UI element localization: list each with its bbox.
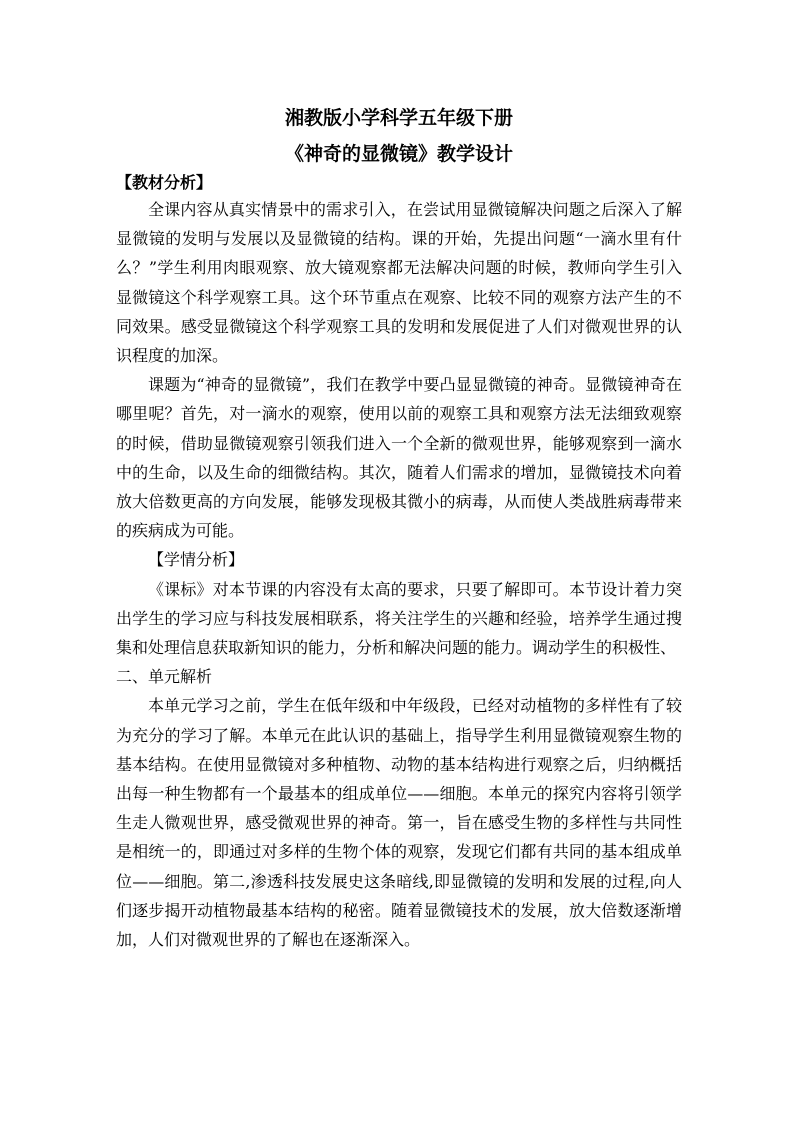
document-title-line2: 《神奇的显微镜》教学设计 (284, 143, 513, 165)
section-heading-unit: 二、单元解析 (116, 667, 213, 687)
section-heading-students: 【学情分析】 (148, 550, 245, 570)
document-title-line1: 湘教版小学科学五年级下册 (284, 107, 513, 129)
paragraph-material-1: 全课内容从真实情景中的需求引入，在尝试用显微镜解决问题之后深入了解显微镜的发明与发展以及显微镜的结构。课的开始，先提出问题“一滴水里有什么？”学生利用肉眼观察、放大镜观察都无法解决问题的时候，教师向学生引入显微镜这个科学观察工具。这个环节重点在观察、比较不同的观察方法产生的不同效果。感受显微镜这个科学观察工具的发明和发展促进了人们对微观世界的认识程度的加深。 (116, 200, 682, 366)
section-heading-material: 【教材分析】 (116, 173, 213, 192)
paragraph-unit: 本单元学习之前，学生在低年级和中年级段，已经对动植物的多样性有了较为充分的学习了解。本单元在此认识的基础上，指导学生利用显微镜观察生物的基本结构。在使用显微镜对多种植物、动物的基本结构进行观察之后，归纳概括出每一种生物都有一个最基本的组成单位——细胞。本单元的探究内容将引领学生走人微观世界，感受微观世界的神奇。第一，旨在感受生物的多样性与共同性是相统一的，即通过对多样的生物个体的观察，发现它们都有共同的基本组成单位——细胞。第二,渗透科技发展史这条暗线,即显微镜的发明和发展的过程,向人们逐步揭开动植物最基本结构的秘密。随着显微镜技术的发展，放大倍数逐渐增加，人们对微观世界的了解也在逐渐深入。 (116, 696, 682, 950)
paragraph-material-2: 课题为“神奇的显微镜”，我们在教学中要凸显显微镜的神奇。显微镜神奇在哪里呢？首先，对一滴水的观察，使用以前的观察工具和观察方法无法细致观察的时候，借助显微镜观察引领我们进入一个全新的微观世界，能够观察到一滴水中的生命，以及生命的细微结构。其次，随着人们需求的增加，显微镜技术向着放大倍数更高的方向发展，能够发现极其微小的病毒，从而使人类战胜病毒带来的疾病成为可能。 (116, 375, 682, 541)
paragraph-students: 《课标》对本节课的内容没有太高的要求，只要了解即可。本节设计着力突出学生的学习应与科技发展相联系，将关注学生的兴趣和经验，培养学生通过搜集和处理信息获取新知识的能力，分析和解决问题的能力。调动学生的积极性、 (116, 579, 682, 658)
document-body (116, 100, 682, 954)
